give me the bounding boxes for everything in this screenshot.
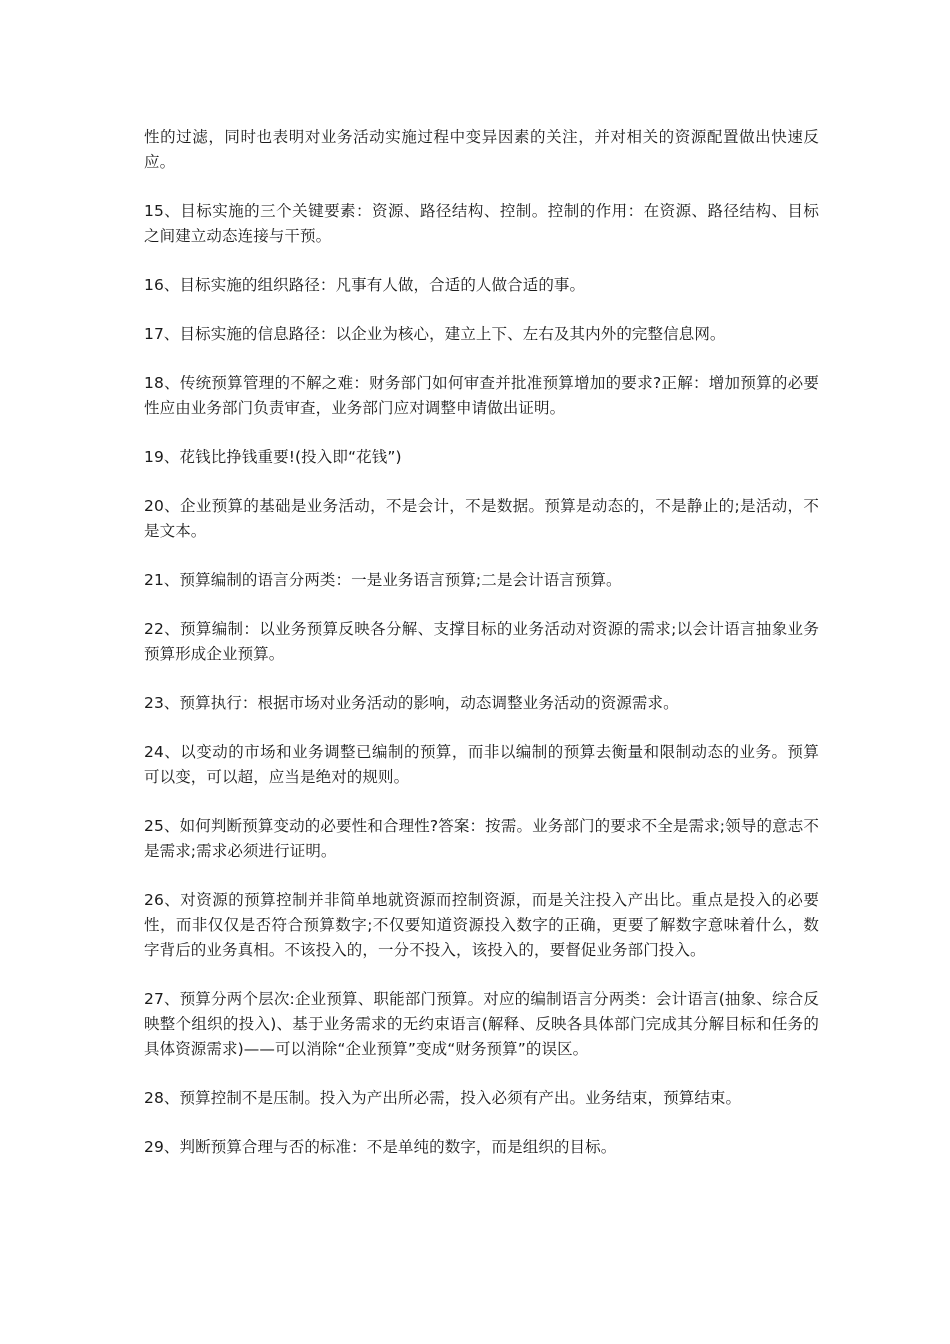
paragraph-24: 24、以变动的市场和业务调整已编制的预算，而非以编制的预算去衡量和限制动态的业务。预算可以变，可以超，应当是绝对的规则。 — [144, 743, 819, 786]
paragraph-23: 23、预算执行：根据市场对业务活动的影响，动态调整业务活动的资源需求。 — [144, 694, 679, 712]
paragraph-27: 27、预算分两个层次:企业预算、职能部门预算。对应的编制语言分两类：会计语言(抽象、综合反映整个组织的投入)、基于业务需求的无约束语言(解释、反映各具体部门完成其分解目标和任务的具体资源需求)——可以消除“企业预算”变成“财务预算”的误区。 — [144, 990, 819, 1058]
paragraph-continuation: 性的过滤，同时也表明对业务活动实施过程中变异因素的关注，并对相关的资源配置做出快速反应。 — [144, 128, 819, 171]
paragraph-21: 21、预算编制的语言分两类：一是业务语言预算;二是会计语言预算。 — [144, 571, 622, 589]
paragraph-15: 15、目标实施的三个关键要素：资源、路径结构、控制。控制的作用：在资源、路径结构、目标之间建立动态连接与干预。 — [144, 202, 819, 245]
paragraph-29: 29、判断预算合理与否的标准：不是单纯的数字，而是组织的目标。 — [144, 1138, 617, 1156]
paragraph-19: 19、花钱比挣钱重要!(投入即“花钱”) — [144, 448, 402, 466]
paragraph-28: 28、预算控制不是压制。投入为产出所必需，投入必须有产出。业务结束，预算结束。 — [144, 1089, 742, 1107]
paragraph-17: 17、目标实施的信息路径：以企业为核心，建立上下、左右及其内外的完整信息网。 — [144, 325, 726, 343]
paragraph-25: 25、如何判断预算变动的必要性和合理性?答案：按需。业务部门的要求不全是需求;领导的意志不是需求;需求必须进行证明。 — [144, 817, 819, 860]
paragraph-16: 16、目标实施的组织路径：凡事有人做，合适的人做合适的事。 — [144, 276, 586, 294]
paragraph-26: 26、对资源的预算控制并非简单地就资源而控制资源，而是关注投入产出比。重点是投入的必要性，而非仅仅是否符合预算数字;不仅要知道资源投入数字的正确，更要了解数字意味着什么，数字背后的业务真相。不该投入的，一分不投入，该投入的，要督促业务部门投入。 — [144, 891, 819, 959]
paragraph-18: 18、传统预算管理的不解之难：财务部门如何审查并批准预算增加的要求?正解：增加预算的必要性应由业务部门负责审查，业务部门应对调整申请做出证明。 — [144, 374, 819, 417]
document-body — [144, 125, 819, 1184]
paragraph-22: 22、预算编制：以业务预算反映各分解、支撑目标的业务活动对资源的需求;以会计语言抽象业务预算形成企业预算。 — [144, 620, 819, 663]
paragraph-20: 20、企业预算的基础是业务活动，不是会计，不是数据。预算是动态的，不是静止的;是活动，不是文本。 — [144, 497, 819, 540]
